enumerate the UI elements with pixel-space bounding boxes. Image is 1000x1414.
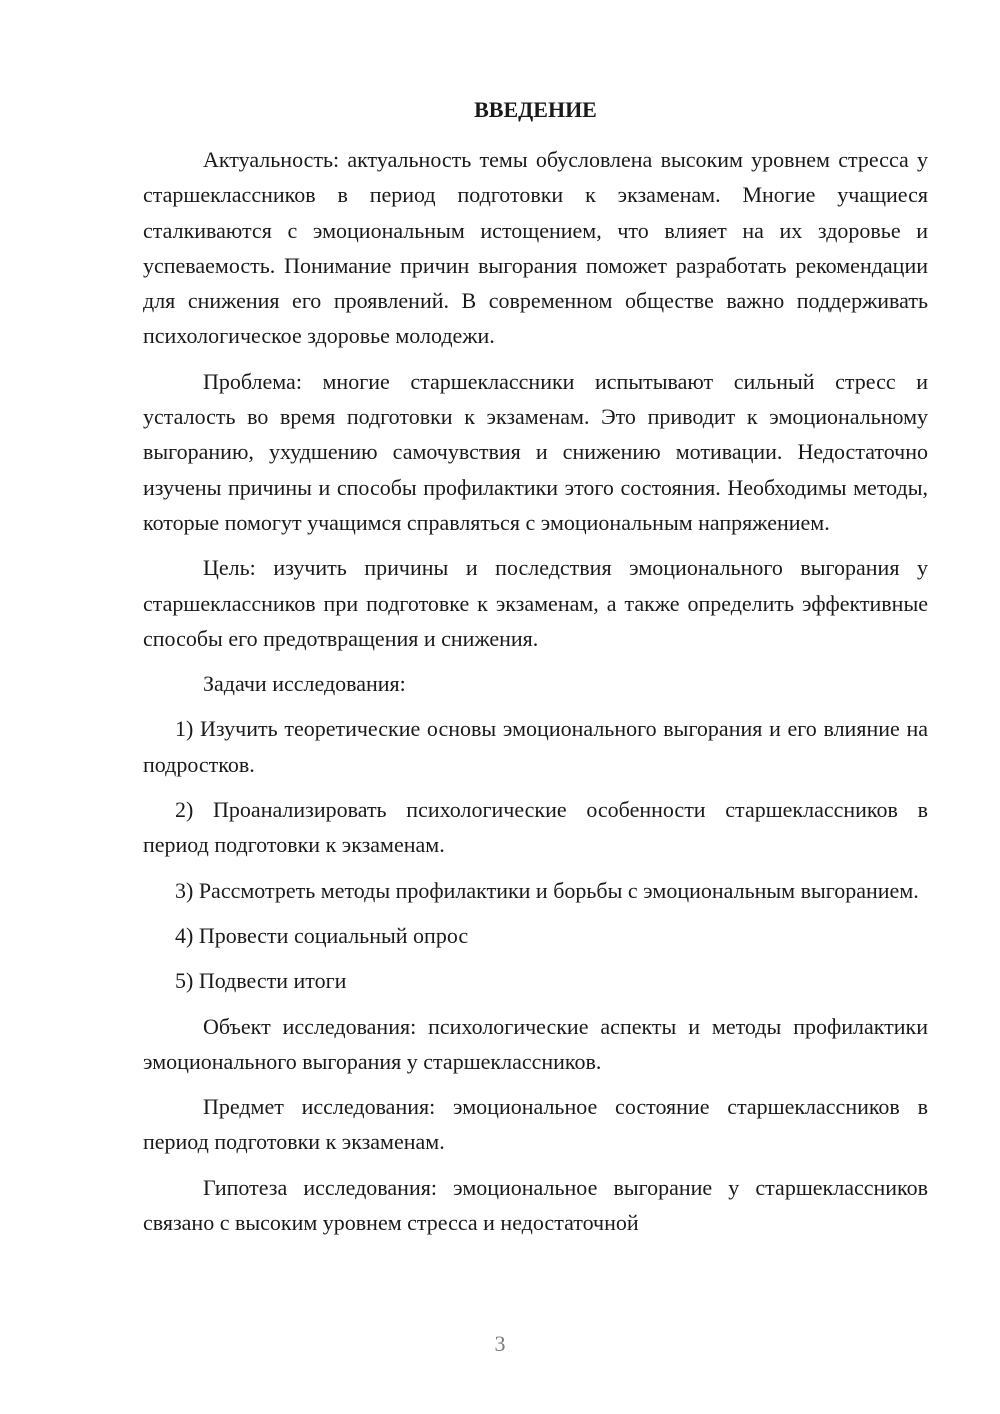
goal-paragraph: Цель: изучить причины и последствия эмоционального выгорания у старшеклассников при подготовке к экзаменам, а также определить эффективные способы его предотвращения и снижения. xyxy=(143,555,928,651)
tasks-title: Задачи исследования: xyxy=(203,671,406,697)
section-heading: ВВЕДЕНИЕ xyxy=(474,97,597,122)
subject-paragraph: Предмет исследования: эмоциональное состояние старшеклассников в период подготовки к экзаменам. xyxy=(143,1094,928,1155)
task-item: 4) Провести социальный опрос xyxy=(175,922,469,948)
task-item: 2) Проанализировать психологические особенности старшеклассников в период подготовки к экзаменам. xyxy=(143,797,928,858)
page-number: 3 xyxy=(494,1331,506,1356)
document-body xyxy=(143,142,928,1250)
problem-paragraph: Проблема: многие старшеклассники испытывают сильный стресс и усталость во время подготовки к экзаменам. Это приводит к эмоциональному выгоранию, ухудшению самочувствия и снижению мотивации. Недостаточно изучены причины и способы профилактики этого состояния. Необходимы методы, которые помогут учащимся справляться с эмоциональным напряжением. xyxy=(143,368,928,535)
task-item: 3) Рассмотреть методы профилактики и борьбы с эмоциональным выгоранием. xyxy=(175,877,919,903)
object-paragraph: Объект исследования: психологические аспекты и методы профилактики эмоционального выгорания у старшеклассников. xyxy=(143,1013,928,1074)
relevance-paragraph: Актуальность: актуальность темы обусловлена высоким уровнем стресса у старшеклассников в период подготовки к экзаменам. Многие учащиеся сталкиваются с эмоциональным истощением, что влияет на их здоровье и успеваемость. Понимание причин выгорания поможет разработать рекомендации для снижения его проявлений. В современном обществе важно поддерживать психологическое здоровье молодежи. xyxy=(143,147,928,349)
hypothesis-paragraph: Гипотеза исследования: эмоциональное выгорание у старшеклассников связано с высоким уровнем стресса и недостаточной xyxy=(143,1174,928,1236)
task-item: 5) Подвести итоги xyxy=(175,968,347,994)
task-item: 1) Изучить теоретические основы эмоционального выгорания и его влияние на подростков. xyxy=(143,716,928,777)
